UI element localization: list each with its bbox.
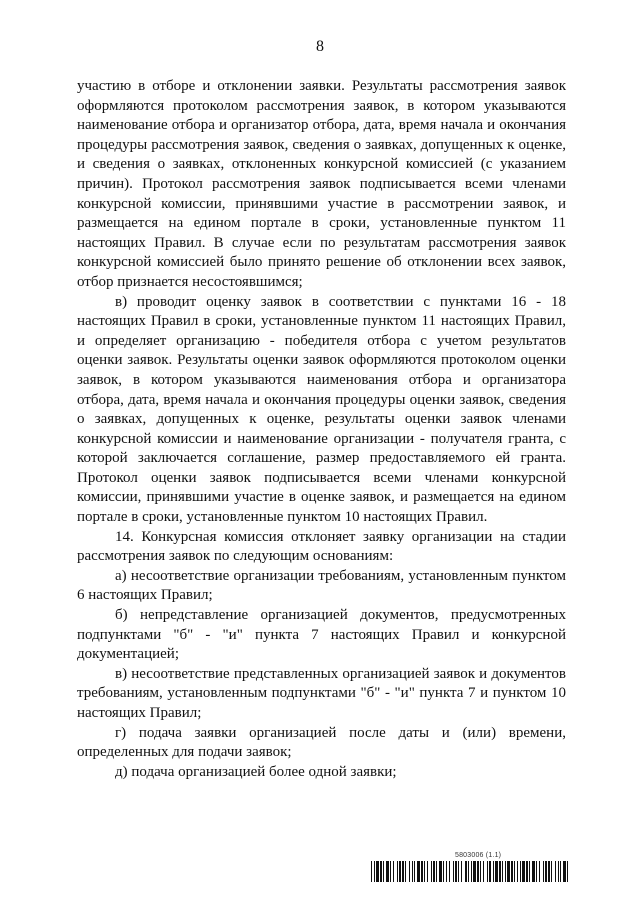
paragraph-subitem-d: д) подача организацией более одной заявки; xyxy=(115,763,397,780)
document-body xyxy=(77,77,566,782)
document-code: 5803006 (1.1) xyxy=(455,852,502,859)
barcode-icon xyxy=(371,861,568,882)
paragraph-continuation: участию в отборе и отклонении заявки. Результаты рассмотрения заявок оформляются протоколом рассмотрения заявок, в котором указываются наименование отбора и организатор отбора, дата, время начала и окончания процедуры рассмотрения заявок, сведения о заявках, допущенных к оценке, и сведения о заявках, отклоненных конкурсной комиссией (с указанием причин). Протокол рассмотрения заявок подписывается всеми членами конкурсной комиссии, принявшими участие в рассмотрении заявок, и размещается на едином портале в сроки, установленные пунктом 11 настоящих Правил. В случае если по результатам рассмотрения заявок конкурсной комиссией было принято решение об отклонении всех заявок, отбор признается несостоявшимся; xyxy=(77,78,566,290)
paragraph-subitem-v2: в) несоответствие представленных организацией заявок и документов требованиям, установленным подпунктами "б" - "и" пункта 7 и пунктом 10 настоящих Правил; xyxy=(77,665,566,721)
paragraph-item-14: 14. Конкурсная комиссия отклоняет заявку организации на стадии рассмотрения заявок по следующим основаниям: xyxy=(77,528,566,565)
paragraph-subitem-g: г) подача заявки организацией после даты и (или) времени, определенных для подачи заявок; xyxy=(77,724,566,761)
paragraph-subitem-b: б) непредставление организацией документов, предусмотренных подпунктами "б" - "и" пункта 7 настоящих Правил и конкурсной документацией; xyxy=(77,607,566,663)
paragraph-subitem-a: а) несоответствие организации требованиям, установленным пунктом 6 настоящих Правил; xyxy=(77,567,566,604)
paragraph-subitem-v: в) проводит оценку заявок в соответствии с пунктами 16 - 18 настоящих Правил в сроки, установленные пунктом 11 настоящих Правил, и определяет организацию - победителя отбора с учетом результатов оценки заявок. Результаты оценки заявок оформляются протоколом оценки заявок, в котором указываются наименования отбора и организатора отбора, дата, время начала и окончания процедуры оценки заявок, сведения о заявках, допущенных к оценке, результаты оценки заявок членами конкурсной комиссии и наименование организации - получателя гранта, с которой заключается соглашение, размер предоставляемого ей гранта. Протокол оценки заявок подписывается всеми членами конкурсной комиссии, принявшими участие в оценке заявок, и размещается на едином портале в сроки, установленные пунктом 10 настоящих Правил. xyxy=(77,293,566,526)
page-number: 8 xyxy=(316,38,324,55)
